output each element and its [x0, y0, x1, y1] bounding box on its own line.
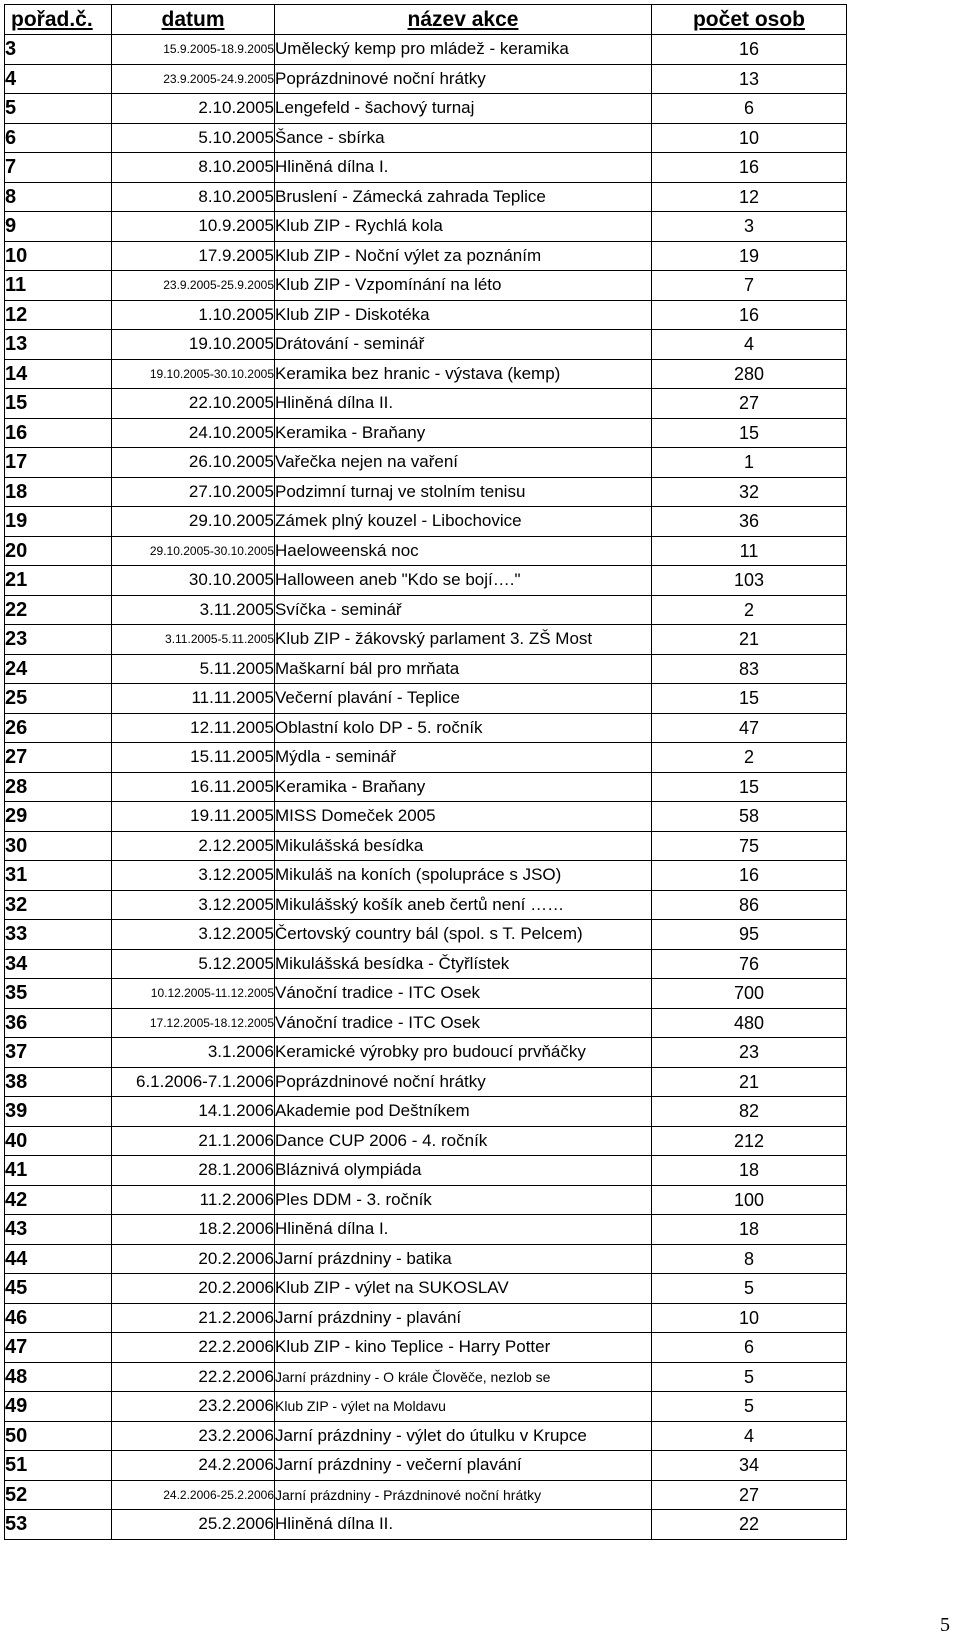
- row-event-name: Poprázdninové noční hrátky: [275, 1067, 652, 1097]
- row-date: 24.10.2005: [112, 418, 275, 448]
- row-number: 39: [5, 1097, 112, 1127]
- row-event-name: Hliněná dílna II.: [275, 1510, 652, 1540]
- row-date: 2.10.2005: [112, 94, 275, 124]
- row-event-name: MISS Domeček 2005: [275, 802, 652, 832]
- row-participant-count: 15: [652, 772, 847, 802]
- row-participant-count: 480: [652, 1008, 847, 1038]
- row-number: 40: [5, 1126, 112, 1156]
- table-row: [5, 1421, 847, 1451]
- row-number: 49: [5, 1392, 112, 1422]
- row-number: 21: [5, 566, 112, 596]
- row-date: 8.10.2005: [112, 153, 275, 183]
- table-row: [5, 1392, 847, 1422]
- row-number: 8: [5, 182, 112, 212]
- row-event-name: Poprázdninové noční hrátky: [275, 64, 652, 94]
- row-participant-count: 47: [652, 713, 847, 743]
- row-date: 6.1.2006-7.1.2006: [112, 1067, 275, 1097]
- row-date: 15.11.2005: [112, 743, 275, 773]
- row-participant-count: 16: [652, 35, 847, 65]
- row-participant-count: 58: [652, 802, 847, 832]
- row-number: 11: [5, 271, 112, 301]
- row-date: 18.2.2006: [112, 1215, 275, 1245]
- row-event-name: Večerní plavání - Teplice: [275, 684, 652, 714]
- row-date: 5.11.2005: [112, 654, 275, 684]
- row-event-name: Mikuláš na koních (spolupráce s JSO): [275, 861, 652, 891]
- row-event-name: Mýdla - seminář: [275, 743, 652, 773]
- row-event-name: Čertovský country bál (spol. s T. Pelcem): [275, 920, 652, 950]
- table-row: [5, 448, 847, 478]
- row-number: 5: [5, 94, 112, 124]
- row-participant-count: 86: [652, 890, 847, 920]
- row-participant-count: 18: [652, 1215, 847, 1245]
- row-participant-count: 82: [652, 1097, 847, 1127]
- row-date: 20.2.2006: [112, 1274, 275, 1304]
- row-number: 23: [5, 625, 112, 655]
- row-number: 19: [5, 507, 112, 537]
- table-row: [5, 1451, 847, 1481]
- table-row: [5, 743, 847, 773]
- row-date: 25.2.2006: [112, 1510, 275, 1540]
- row-participant-count: 280: [652, 359, 847, 389]
- row-event-name: Podzimní turnaj ve stolním tenisu: [275, 477, 652, 507]
- table-row: [5, 1303, 847, 1333]
- table-row: [5, 359, 847, 389]
- row-number: 16: [5, 418, 112, 448]
- row-date: 3.11.2005: [112, 595, 275, 625]
- row-date: 5.10.2005: [112, 123, 275, 153]
- row-date: 19.10.2005-30.10.2005: [112, 359, 275, 389]
- row-date: 12.11.2005: [112, 713, 275, 743]
- row-number: 32: [5, 890, 112, 920]
- table-row: [5, 182, 847, 212]
- row-participant-count: 27: [652, 389, 847, 419]
- table-row: [5, 713, 847, 743]
- row-participant-count: 23: [652, 1038, 847, 1068]
- row-number: 50: [5, 1421, 112, 1451]
- table-row: [5, 241, 847, 271]
- row-number: 18: [5, 477, 112, 507]
- table-row: [5, 1156, 847, 1186]
- row-date: 23.9.2005-24.9.2005: [112, 64, 275, 94]
- row-number: 15: [5, 389, 112, 419]
- row-participant-count: 6: [652, 94, 847, 124]
- row-participant-count: 21: [652, 625, 847, 655]
- row-participant-count: 75: [652, 831, 847, 861]
- row-event-name: Keramika bez hranic - výstava (kemp): [275, 359, 652, 389]
- row-participant-count: 5: [652, 1274, 847, 1304]
- table-row: [5, 625, 847, 655]
- row-participant-count: 103: [652, 566, 847, 596]
- row-participant-count: 21: [652, 1067, 847, 1097]
- table-row: [5, 949, 847, 979]
- table-row: [5, 890, 847, 920]
- row-number: 46: [5, 1303, 112, 1333]
- row-participant-count: 16: [652, 861, 847, 891]
- row-participant-count: 95: [652, 920, 847, 950]
- row-number: 4: [5, 64, 112, 94]
- row-event-name: Zámek plný kouzel - Libochovice: [275, 507, 652, 537]
- row-event-name: Klub ZIP - Noční výlet za poznáním: [275, 241, 652, 271]
- row-participant-count: 2: [652, 595, 847, 625]
- table-row: [5, 389, 847, 419]
- table-row: [5, 684, 847, 714]
- row-date: 23.2.2006: [112, 1392, 275, 1422]
- row-event-name: Ples DDM - 3. ročník: [275, 1185, 652, 1215]
- row-participant-count: 8: [652, 1244, 847, 1274]
- row-date: 24.2.2006-25.2.2006: [112, 1480, 275, 1510]
- row-event-name: Maškarní bál pro mrňata: [275, 654, 652, 684]
- table-row: [5, 831, 847, 861]
- row-event-name: Bláznivá olympiáda: [275, 1156, 652, 1186]
- row-number: 53: [5, 1510, 112, 1540]
- row-event-name: Klub ZIP - Diskotéka: [275, 300, 652, 330]
- row-date: 22.10.2005: [112, 389, 275, 419]
- row-event-name: Klub ZIP - žákovský parlament 3. ZŠ Most: [275, 625, 652, 655]
- table-row: [5, 979, 847, 1009]
- row-date: 1.10.2005: [112, 300, 275, 330]
- row-number: 17: [5, 448, 112, 478]
- row-participant-count: 16: [652, 153, 847, 183]
- row-event-name: Jarní prázdniny - plavání: [275, 1303, 652, 1333]
- table-row: [5, 153, 847, 183]
- row-number: 37: [5, 1038, 112, 1068]
- row-participant-count: 13: [652, 64, 847, 94]
- row-participant-count: 4: [652, 330, 847, 360]
- table-row: [5, 212, 847, 242]
- row-number: 30: [5, 831, 112, 861]
- table-row: [5, 1215, 847, 1245]
- table-body: [5, 35, 847, 1540]
- row-event-name: Hliněná dílna II.: [275, 389, 652, 419]
- table-row: [5, 536, 847, 566]
- row-date: 20.2.2006: [112, 1244, 275, 1274]
- row-event-name: Mikulášská besídka: [275, 831, 652, 861]
- row-date: 22.2.2006: [112, 1362, 275, 1392]
- row-participant-count: 10: [652, 123, 847, 153]
- row-number: 42: [5, 1185, 112, 1215]
- row-date: 14.1.2006: [112, 1097, 275, 1127]
- row-number: 48: [5, 1362, 112, 1392]
- row-event-name: Umělecký kemp pro mládež - keramika: [275, 35, 652, 65]
- row-participant-count: 16: [652, 300, 847, 330]
- row-date: 29.10.2005-30.10.2005: [112, 536, 275, 566]
- table-row: [5, 1067, 847, 1097]
- row-event-name: Klub ZIP - Vzpomínání na léto: [275, 271, 652, 301]
- row-number: 36: [5, 1008, 112, 1038]
- row-number: 6: [5, 123, 112, 153]
- row-participant-count: 11: [652, 536, 847, 566]
- row-number: 51: [5, 1451, 112, 1481]
- table-row: [5, 1126, 847, 1156]
- row-date: 27.10.2005: [112, 477, 275, 507]
- row-number: 13: [5, 330, 112, 360]
- table-row: [5, 1274, 847, 1304]
- row-event-name: Klub ZIP - kino Teplice - Harry Potter: [275, 1333, 652, 1363]
- row-date: 24.2.2006: [112, 1451, 275, 1481]
- row-event-name: Hliněná dílna I.: [275, 153, 652, 183]
- row-event-name: Vařečka nejen na vaření: [275, 448, 652, 478]
- row-event-name: Hliněná dílna I.: [275, 1215, 652, 1245]
- table-row: [5, 64, 847, 94]
- table-row: [5, 772, 847, 802]
- row-event-name: Mikulášský košík aneb čertů není ……: [275, 890, 652, 920]
- row-event-name: Vánoční tradice - ITC Osek: [275, 1008, 652, 1038]
- row-number: 47: [5, 1333, 112, 1363]
- row-number: 14: [5, 359, 112, 389]
- row-participant-count: 36: [652, 507, 847, 537]
- row-number: 28: [5, 772, 112, 802]
- row-date: 28.1.2006: [112, 1156, 275, 1186]
- row-participant-count: 5: [652, 1362, 847, 1392]
- row-participant-count: 700: [652, 979, 847, 1009]
- row-participant-count: 15: [652, 418, 847, 448]
- row-number: 24: [5, 654, 112, 684]
- table-row: [5, 1362, 847, 1392]
- row-event-name: Keramika - Braňany: [275, 418, 652, 448]
- row-event-name: Keramika - Braňany: [275, 772, 652, 802]
- row-number: 52: [5, 1480, 112, 1510]
- header-number: pořad.č.: [5, 5, 112, 35]
- row-event-name: Keramické výrobky pro budoucí prvňáčky: [275, 1038, 652, 1068]
- row-number: 44: [5, 1244, 112, 1274]
- row-participant-count: 4: [652, 1421, 847, 1451]
- row-date: 21.1.2006: [112, 1126, 275, 1156]
- row-event-name: Jarní prázdniny - Prázdninové noční hrátky: [275, 1480, 652, 1510]
- table-row: [5, 1185, 847, 1215]
- row-date: 2.12.2005: [112, 831, 275, 861]
- row-participant-count: 34: [652, 1451, 847, 1481]
- table-row: [5, 595, 847, 625]
- row-participant-count: 32: [652, 477, 847, 507]
- row-date: 17.9.2005: [112, 241, 275, 271]
- row-number: 20: [5, 536, 112, 566]
- row-number: 35: [5, 979, 112, 1009]
- row-participant-count: 22: [652, 1510, 847, 1540]
- table-row: [5, 802, 847, 832]
- row-date: 26.10.2005: [112, 448, 275, 478]
- row-event-name: Šance - sbírka: [275, 123, 652, 153]
- row-number: 10: [5, 241, 112, 271]
- row-date: 10.12.2005-11.12.2005: [112, 979, 275, 1009]
- row-date: 10.9.2005: [112, 212, 275, 242]
- row-event-name: Oblastní kolo DP - 5. ročník: [275, 713, 652, 743]
- row-number: 34: [5, 949, 112, 979]
- row-event-name: Halloween aneb "Kdo se bojí….": [275, 566, 652, 596]
- row-event-name: Haeloweenská noc: [275, 536, 652, 566]
- row-participant-count: 83: [652, 654, 847, 684]
- table-row: [5, 271, 847, 301]
- table-row: [5, 94, 847, 124]
- row-date: 15.9.2005-18.9.2005: [112, 35, 275, 65]
- row-date: 30.10.2005: [112, 566, 275, 596]
- row-event-name: Jarní prázdniny - O krále Člověče, nezlob se: [275, 1362, 652, 1392]
- table-row: [5, 35, 847, 65]
- row-date: 3.12.2005: [112, 861, 275, 891]
- row-participant-count: 212: [652, 1126, 847, 1156]
- row-participant-count: 100: [652, 1185, 847, 1215]
- row-date: 23.9.2005-25.9.2005: [112, 271, 275, 301]
- row-date: 21.2.2006: [112, 1303, 275, 1333]
- row-event-name: Klub ZIP - Rychlá kola: [275, 212, 652, 242]
- row-date: 11.11.2005: [112, 684, 275, 714]
- header-row: [5, 5, 847, 35]
- row-participant-count: 5: [652, 1392, 847, 1422]
- events-table: [4, 4, 847, 1540]
- row-event-name: Akademie pod Deštníkem: [275, 1097, 652, 1127]
- row-date: 23.2.2006: [112, 1421, 275, 1451]
- row-event-name: Svíčka - seminář: [275, 595, 652, 625]
- row-number: 27: [5, 743, 112, 773]
- table-row: [5, 1333, 847, 1363]
- table-row: [5, 1097, 847, 1127]
- row-event-name: Lengefeld - šachový turnaj: [275, 94, 652, 124]
- header-count: počet osob: [652, 5, 847, 35]
- row-event-name: Vánoční tradice - ITC Osek: [275, 979, 652, 1009]
- row-number: 26: [5, 713, 112, 743]
- table-row: [5, 300, 847, 330]
- row-event-name: Jarní prázdniny - večerní plavání: [275, 1451, 652, 1481]
- row-number: 7: [5, 153, 112, 183]
- row-date: 11.2.2006: [112, 1185, 275, 1215]
- row-event-name: Jarní prázdniny - batika: [275, 1244, 652, 1274]
- row-number: 41: [5, 1156, 112, 1186]
- row-participant-count: 27: [652, 1480, 847, 1510]
- row-event-name: Mikulášská besídka - Čtyřlístek: [275, 949, 652, 979]
- table-row: [5, 654, 847, 684]
- row-number: 12: [5, 300, 112, 330]
- row-date: 3.12.2005: [112, 890, 275, 920]
- table-row: [5, 1510, 847, 1540]
- row-participant-count: 12: [652, 182, 847, 212]
- row-number: 38: [5, 1067, 112, 1097]
- row-number: 22: [5, 595, 112, 625]
- row-date: 19.10.2005: [112, 330, 275, 360]
- row-participant-count: 1: [652, 448, 847, 478]
- row-date: 3.1.2006: [112, 1038, 275, 1068]
- row-event-name: Klub ZIP - výlet na Moldavu: [275, 1392, 652, 1422]
- row-date: 5.12.2005: [112, 949, 275, 979]
- row-date: 19.11.2005: [112, 802, 275, 832]
- table-row: [5, 330, 847, 360]
- row-number: 3: [5, 35, 112, 65]
- row-participant-count: 18: [652, 1156, 847, 1186]
- row-event-name: Drátování - seminář: [275, 330, 652, 360]
- row-participant-count: 15: [652, 684, 847, 714]
- row-date: 3.11.2005-5.11.2005: [112, 625, 275, 655]
- table-row: [5, 123, 847, 153]
- table-row: [5, 507, 847, 537]
- row-date: 3.12.2005: [112, 920, 275, 950]
- row-participant-count: 2: [652, 743, 847, 773]
- table-row: [5, 1480, 847, 1510]
- row-participant-count: 6: [652, 1333, 847, 1363]
- row-number: 9: [5, 212, 112, 242]
- table-row: [5, 1244, 847, 1274]
- table-row: [5, 920, 847, 950]
- row-number: 29: [5, 802, 112, 832]
- row-date: 29.10.2005: [112, 507, 275, 537]
- row-participant-count: 7: [652, 271, 847, 301]
- table-row: [5, 861, 847, 891]
- header-name: název akce: [275, 5, 652, 35]
- row-participant-count: 10: [652, 1303, 847, 1333]
- row-date: 16.11.2005: [112, 772, 275, 802]
- row-date: 22.2.2006: [112, 1333, 275, 1363]
- row-participant-count: 76: [652, 949, 847, 979]
- page-number: 5: [940, 1614, 950, 1636]
- row-participant-count: 3: [652, 212, 847, 242]
- row-participant-count: 19: [652, 241, 847, 271]
- table-row: [5, 1038, 847, 1068]
- row-number: 31: [5, 861, 112, 891]
- row-event-name: Klub ZIP - výlet na SUKOSLAV: [275, 1274, 652, 1304]
- table-row: [5, 418, 847, 448]
- row-number: 43: [5, 1215, 112, 1245]
- row-number: 25: [5, 684, 112, 714]
- header-date: datum: [112, 5, 275, 35]
- row-event-name: Dance CUP 2006 - 4. ročník: [275, 1126, 652, 1156]
- table-row: [5, 477, 847, 507]
- row-event-name: Jarní prázdniny - výlet do útulku v Krupce: [275, 1421, 652, 1451]
- table-row: [5, 566, 847, 596]
- row-date: 8.10.2005: [112, 182, 275, 212]
- row-date: 17.12.2005-18.12.2005: [112, 1008, 275, 1038]
- row-number: 33: [5, 920, 112, 950]
- row-number: 45: [5, 1274, 112, 1304]
- table-row: [5, 1008, 847, 1038]
- row-event-name: Bruslení - Zámecká zahrada Teplice: [275, 182, 652, 212]
